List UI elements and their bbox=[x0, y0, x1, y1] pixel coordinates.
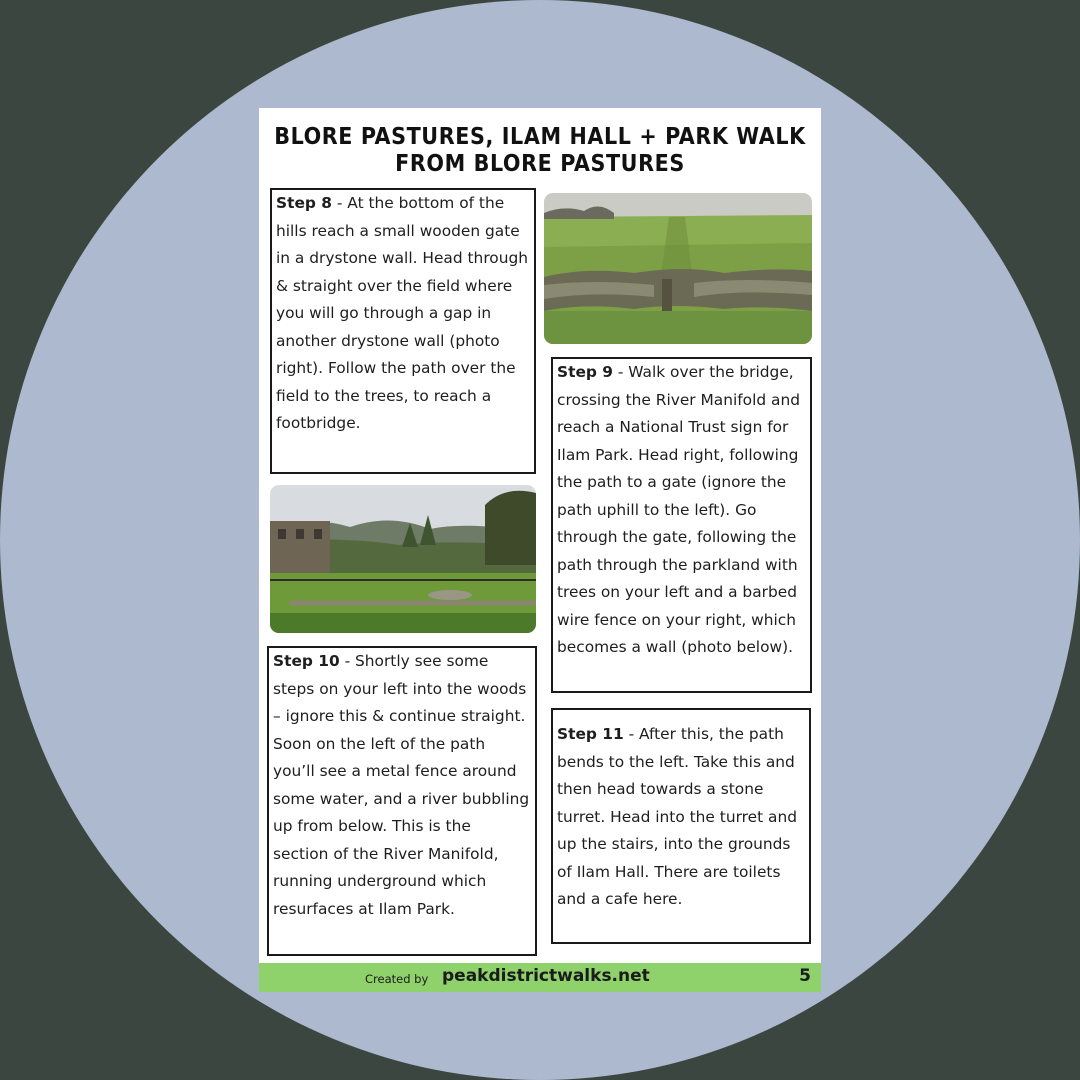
step-10-box bbox=[267, 646, 537, 956]
step-8-box bbox=[270, 188, 536, 474]
step-9-label: Step 9 bbox=[557, 363, 613, 381]
step-8-label: Step 8 bbox=[276, 194, 332, 212]
step-9-box bbox=[551, 357, 812, 693]
photo-ilam-hall-gardens bbox=[270, 485, 536, 633]
page-title: BLORE PASTURES, ILAM HALL + PARK WALK FROM BLORE PASTURES bbox=[274, 124, 806, 177]
step-11-label: Step 11 bbox=[557, 725, 624, 743]
page-footer bbox=[259, 963, 821, 992]
site-name: peakdistrictwalks.net bbox=[442, 966, 650, 986]
step-8-text: - At the bottom of the hills reach a small wooden gate in a drystone wall. Head through & straight over the field where you will go through a gap in another drystone wall (photo right). Follow the path over the field to the trees, to reach a footbridge. bbox=[276, 194, 528, 432]
guide-page bbox=[259, 108, 821, 992]
step-9-text: - Walk over the bridge, crossing the River Manifold and reach a National Trust sign for Ilam Park. Head right, following the path to a gate (ignore the path uphill to the left). Go through the gate, following the path through the parkland with trees on your left and a barbed wire fence on your right, which becomes a wall (photo below). bbox=[557, 363, 800, 656]
step-11-box bbox=[551, 708, 811, 944]
step-10-label: Step 10 bbox=[273, 652, 340, 670]
page-number: 5 bbox=[799, 966, 811, 986]
created-by-text: Created by bbox=[365, 972, 429, 986]
step-11-text: - After this, the path bends to the left. Take this and then head towards a stone turret. Head into the turret and up the stairs, into the grounds of Ilam Hall. There are toilets and a cafe here. bbox=[557, 725, 797, 908]
step-10-text: - Shortly see some steps on your left into the woods – ignore this & continue straight. Soon on the left of the path you’ll see a metal fence around some water, and a river bubbling up from below. This is the section of the River Manifold, running underground which resurfaces at Ilam Park. bbox=[273, 652, 530, 918]
photo-field-wall-gap bbox=[544, 193, 812, 344]
